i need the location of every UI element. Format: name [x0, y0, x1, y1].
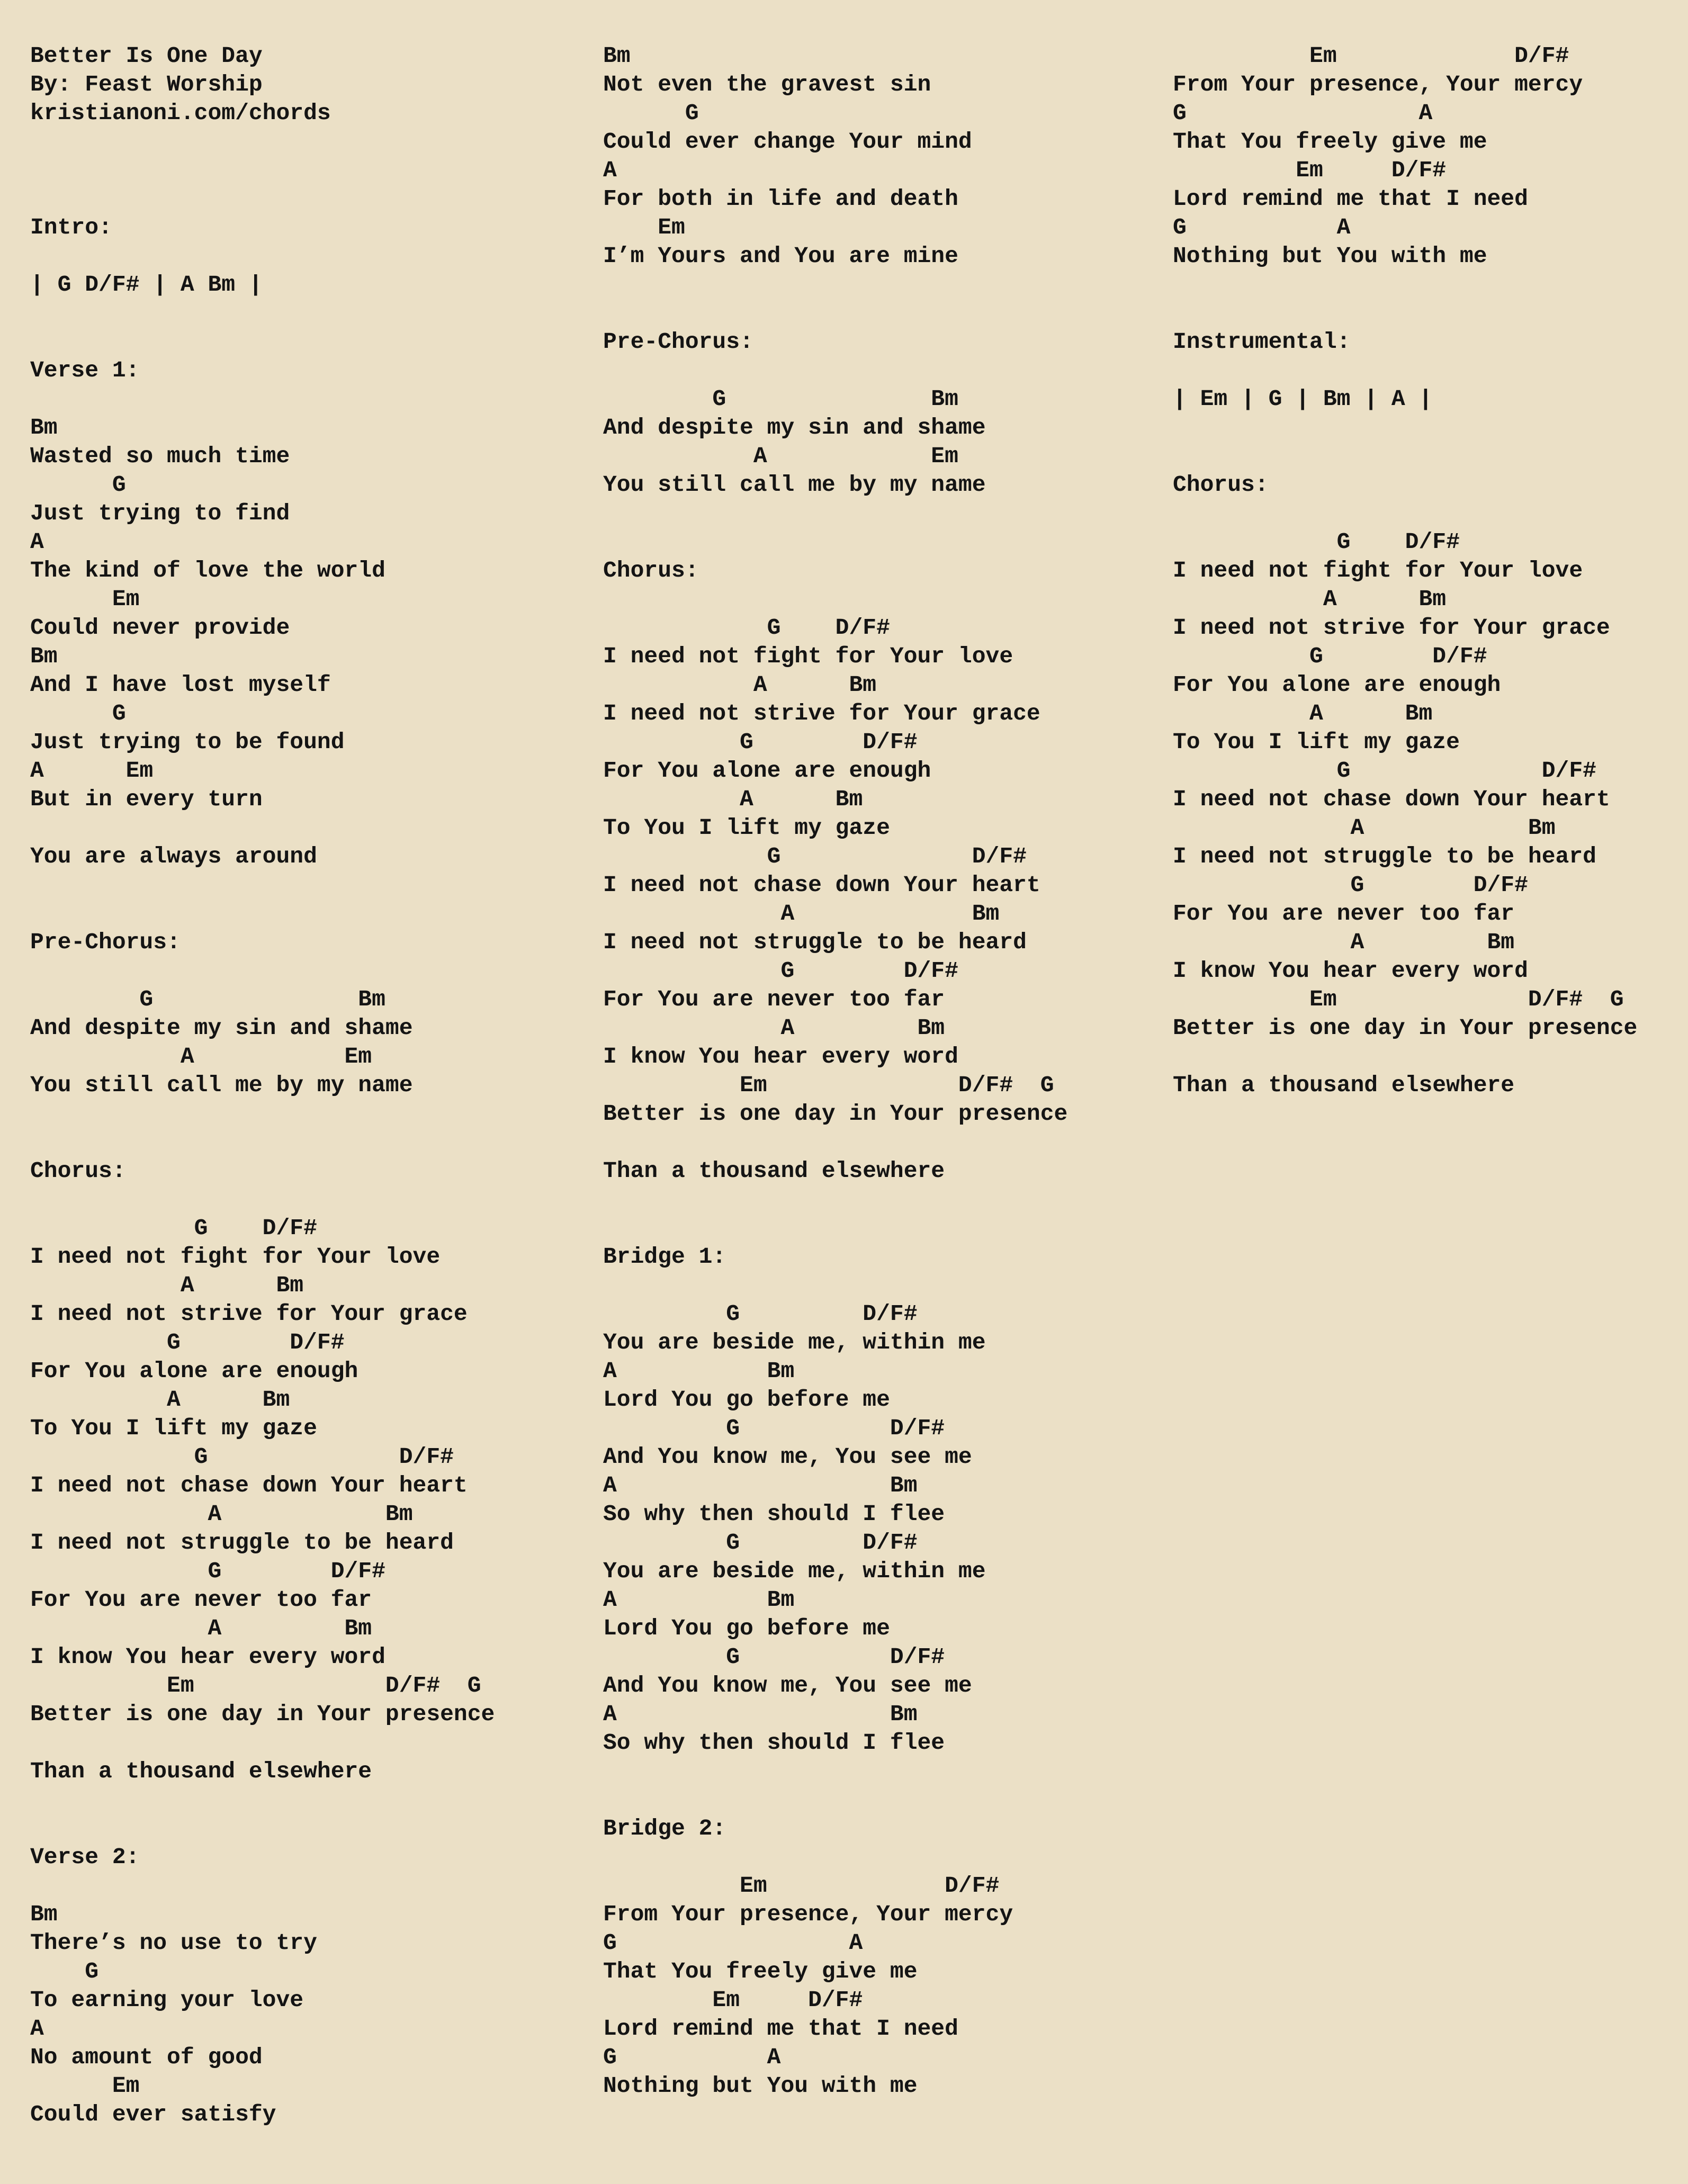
sheet-line	[603, 356, 1164, 385]
sheet-line: Pre-Chorus:	[30, 929, 181, 955]
sheet-line: I know You hear every word	[30, 1644, 385, 1670]
sheet-line: Lord remind me that I need	[603, 2016, 958, 2042]
sheet-line: Bridge 1:	[603, 1244, 726, 1270]
sheet-line: A Em	[603, 443, 958, 469]
sheet-line: For You are never too far	[603, 986, 945, 1012]
sheet-line: I know You hear every word	[1173, 958, 1528, 984]
sheet-line	[30, 1729, 591, 1757]
sheet-line: G D/F#	[603, 615, 890, 641]
sheet-line: A Bm	[1173, 586, 1447, 612]
sheet-line	[30, 814, 591, 842]
sheet-line	[1173, 356, 1688, 385]
sheet-line: For You are never too far	[1173, 901, 1515, 927]
sheet-line: Better is one day in Your presence	[603, 1101, 1068, 1127]
sheet-line: G D/F#	[1173, 529, 1460, 555]
sheet-line: Bm	[30, 415, 58, 441]
sheet-line: A Bm	[30, 1387, 290, 1413]
sheet-line: For You are never too far	[30, 1587, 372, 1613]
sheet-line: Pre-Chorus:	[603, 329, 753, 355]
sheet-line	[603, 528, 1164, 556]
sheet-line: G D/F#	[30, 1215, 317, 1241]
sheet-line: I need not chase down Your heart	[1173, 786, 1610, 812]
sheet-line: I need not fight for Your love	[603, 643, 1013, 669]
sheet-line: A Bm	[603, 1701, 918, 1727]
sheet-line: G	[30, 1958, 99, 1984]
sheet-line: Em D/F#	[1173, 157, 1447, 183]
sheet-line: There’s no use to try	[30, 1930, 317, 1956]
sheet-line: So why then should I flee	[603, 1730, 945, 1756]
sheet-line: Than a thousand elsewhere	[30, 1758, 372, 1784]
sheet-line: G D/F#	[30, 1329, 345, 1355]
sheet-line	[30, 1872, 591, 1900]
sheet-line: G D/F#	[603, 958, 958, 984]
sheet-line: Could never provide	[30, 615, 290, 641]
sheet-line	[30, 957, 591, 985]
sheet-line: Em D/F#	[1173, 43, 1569, 69]
sheet-line	[1173, 271, 1688, 299]
sheet-line: G D/F#	[30, 1444, 454, 1470]
sheet-line: G D/F#	[603, 729, 918, 755]
sheet-line: G D/F#	[603, 843, 1027, 869]
sheet-line: G D/F#	[30, 1558, 385, 1584]
sheet-line: So why then should I flee	[603, 1501, 945, 1527]
sheet-line: Instrumental:	[1173, 329, 1351, 355]
sheet-line	[30, 156, 591, 185]
sheet-line: Chorus:	[30, 1158, 126, 1184]
sheet-line	[30, 1128, 591, 1157]
sheet-line	[603, 585, 1164, 614]
sheet-line: And You know me, You see me	[603, 1444, 972, 1470]
sheet-line	[1173, 414, 1688, 442]
sheet-line: You are beside me, within me	[603, 1558, 986, 1584]
sheet-line	[30, 900, 591, 928]
sheet-line: I need not fight for Your love	[30, 1244, 441, 1270]
sheet-line: To You I lift my gaze	[603, 815, 890, 841]
sheet-line: Wasted so much time	[30, 443, 290, 469]
sheet-line: Better Is One Day	[30, 43, 263, 69]
sheet-line: To You I lift my gaze	[1173, 729, 1460, 755]
sheet-line	[603, 1128, 1164, 1157]
sheet-line	[603, 271, 1164, 299]
sheet-line	[30, 871, 591, 900]
sheet-line: Nothing but You with me	[603, 2073, 918, 2099]
sheet-line: Bridge 2:	[603, 1815, 726, 1841]
sheet-line	[30, 1786, 591, 1814]
sheet-line: G A	[603, 1930, 863, 1956]
sheet-line: No amount of good	[30, 2044, 263, 2070]
sheet-line: A Bm	[603, 901, 1000, 927]
sheet-line: A Bm	[603, 672, 877, 698]
sheet-line: I need not chase down Your heart	[603, 872, 1040, 898]
sheet-line	[1173, 442, 1688, 471]
sheet-line: I need not strive for Your grace	[1173, 615, 1610, 641]
sheet-line: G	[30, 700, 126, 726]
sheet-line: A Bm	[603, 786, 863, 812]
sheet-line: Bm	[30, 1901, 58, 1927]
sheet-line: A Bm	[30, 1501, 413, 1527]
sheet-line: To You I lift my gaze	[30, 1415, 317, 1441]
sheet-line: A Bm	[603, 1015, 945, 1041]
sheet-line: A Bm	[603, 1587, 795, 1613]
sheet-line: From Your presence, Your mercy	[603, 1901, 1013, 1927]
sheet-line: A Bm	[1173, 929, 1515, 955]
sheet-line: kristianoni.com/chords	[30, 100, 331, 126]
sheet-line	[30, 299, 591, 328]
sheet-line: A Bm	[603, 1472, 918, 1498]
chord-sheet-column-3	[1173, 42, 1688, 1100]
sheet-line: Just trying to be found	[30, 729, 345, 755]
sheet-line: You are always around	[30, 843, 317, 869]
sheet-line: Verse 2:	[30, 1844, 140, 1870]
sheet-line: Lord You go before me	[603, 1615, 890, 1641]
sheet-line: G	[30, 472, 126, 498]
sheet-line: G D/F#	[603, 1415, 945, 1441]
sheet-line: G D/F#	[1173, 643, 1487, 669]
sheet-line	[30, 242, 591, 271]
sheet-line: And You know me, You see me	[603, 1673, 972, 1698]
sheet-line: The kind of love the world	[30, 558, 385, 583]
sheet-line	[1173, 499, 1688, 528]
sheet-line: I need not struggle to be heard	[1173, 843, 1596, 869]
sheet-line: Lord You go before me	[603, 1387, 890, 1413]
sheet-line: Could ever change Your mind	[603, 129, 972, 155]
sheet-line: For both in life and death	[603, 186, 958, 212]
sheet-line: G A	[603, 2044, 781, 2070]
sheet-line: I’m Yours and You are mine	[603, 243, 958, 269]
sheet-line: You still call me by my name	[603, 472, 986, 498]
sheet-line	[603, 1185, 1164, 1214]
sheet-line: Intro:	[30, 214, 112, 240]
sheet-line: Em D/F#	[603, 1987, 863, 2013]
sheet-line: And despite my sin and shame	[30, 1015, 413, 1041]
sheet-line: A	[30, 2016, 44, 2042]
sheet-line	[603, 499, 1164, 528]
sheet-line: Could ever satisfy	[30, 2101, 276, 2127]
sheet-line	[1173, 299, 1688, 328]
sheet-line: I need not strive for Your grace	[603, 700, 1040, 726]
sheet-line	[603, 1843, 1164, 1872]
sheet-line	[603, 1214, 1164, 1243]
sheet-line: Better is one day in Your presence	[30, 1701, 495, 1727]
sheet-line: A Em	[30, 1044, 372, 1069]
sheet-line	[603, 1271, 1164, 1300]
sheet-line: G Bm	[603, 386, 958, 412]
sheet-line: | G D/F# | A Bm |	[30, 272, 263, 298]
sheet-line	[30, 328, 591, 356]
sheet-line: You still call me by my name	[30, 1072, 413, 1098]
sheet-line: I need not strive for Your grace	[30, 1301, 468, 1327]
sheet-line: Than a thousand elsewhere	[1173, 1072, 1515, 1098]
sheet-line: And I have lost myself	[30, 672, 331, 698]
sheet-line	[30, 385, 591, 414]
sheet-line: That You freely give me	[603, 1958, 918, 1984]
sheet-line: A Bm	[30, 1615, 372, 1641]
sheet-line: G Bm	[30, 986, 385, 1012]
sheet-line: Not even the gravest sin	[603, 71, 931, 97]
sheet-line: I know You hear every word	[603, 1044, 958, 1069]
sheet-line: I need not chase down Your heart	[30, 1472, 468, 1498]
sheet-line	[30, 1100, 591, 1128]
sheet-line: For You alone are enough	[603, 758, 931, 784]
sheet-line	[30, 128, 591, 156]
sheet-line	[30, 1185, 591, 1214]
sheet-line: A	[30, 529, 44, 555]
sheet-line: A Bm	[30, 1272, 304, 1298]
chord-sheet-column-1	[30, 42, 591, 2129]
sheet-line: G D/F#	[603, 1644, 945, 1670]
sheet-line: Just trying to find	[30, 500, 290, 526]
sheet-line: I need not fight for Your love	[1173, 558, 1583, 583]
sheet-line	[30, 185, 591, 213]
sheet-line: Em	[30, 586, 140, 612]
sheet-line: Better is one day in Your presence	[1173, 1015, 1638, 1041]
sheet-line: G D/F#	[603, 1301, 918, 1327]
sheet-line: | Em | G | Bm | A |	[1173, 386, 1433, 412]
sheet-line: But in every turn	[30, 786, 263, 812]
sheet-line	[603, 1757, 1164, 1786]
sheet-line: G A	[1173, 214, 1351, 240]
sheet-line: A	[603, 157, 617, 183]
sheet-line: For You alone are enough	[30, 1358, 358, 1384]
sheet-line: To earning your love	[30, 1987, 304, 2013]
sheet-line	[603, 1786, 1164, 1814]
sheet-line: Em D/F# G	[603, 1072, 1054, 1098]
sheet-line: Chorus:	[603, 558, 699, 583]
sheet-line: A Bm	[1173, 700, 1433, 726]
sheet-line: Em	[603, 214, 685, 240]
sheet-line: G A	[1173, 100, 1433, 126]
sheet-line	[1173, 1042, 1688, 1071]
sheet-line: By: Feast Worship	[30, 71, 263, 97]
sheet-line: I need not struggle to be heard	[603, 929, 1027, 955]
sheet-line: Bm	[30, 643, 58, 669]
sheet-line: A Em	[30, 758, 154, 784]
sheet-line: G D/F#	[603, 1530, 918, 1556]
sheet-line: Em	[30, 2073, 140, 2099]
sheet-line: Em D/F# G	[30, 1673, 481, 1698]
sheet-line: Than a thousand elsewhere	[603, 1158, 945, 1184]
sheet-line: G	[603, 100, 699, 126]
sheet-line: You are beside me, within me	[603, 1329, 986, 1355]
sheet-line: G D/F#	[1173, 872, 1528, 898]
sheet-line: For You alone are enough	[1173, 672, 1501, 698]
sheet-line: Verse 1:	[30, 357, 140, 383]
sheet-line: G D/F#	[1173, 758, 1596, 784]
sheet-line	[603, 299, 1164, 328]
sheet-line: Bm	[603, 43, 631, 69]
sheet-line: From Your presence, Your mercy	[1173, 71, 1583, 97]
sheet-line: A Bm	[1173, 815, 1556, 841]
sheet-line	[30, 1814, 591, 1843]
sheet-line: I need not struggle to be heard	[30, 1530, 454, 1556]
sheet-line: Em D/F#	[603, 1873, 1000, 1899]
sheet-line: Lord remind me that I need	[1173, 186, 1528, 212]
sheet-line: Em D/F# G	[1173, 986, 1624, 1012]
chord-sheet-column-2	[603, 42, 1164, 2100]
sheet-line: Chorus:	[1173, 472, 1269, 498]
sheet-line: That You freely give me	[1173, 129, 1487, 155]
sheet-line: Nothing but You with me	[1173, 243, 1487, 269]
sheet-line: And despite my sin and shame	[603, 415, 986, 441]
sheet-line: A Bm	[603, 1358, 795, 1384]
